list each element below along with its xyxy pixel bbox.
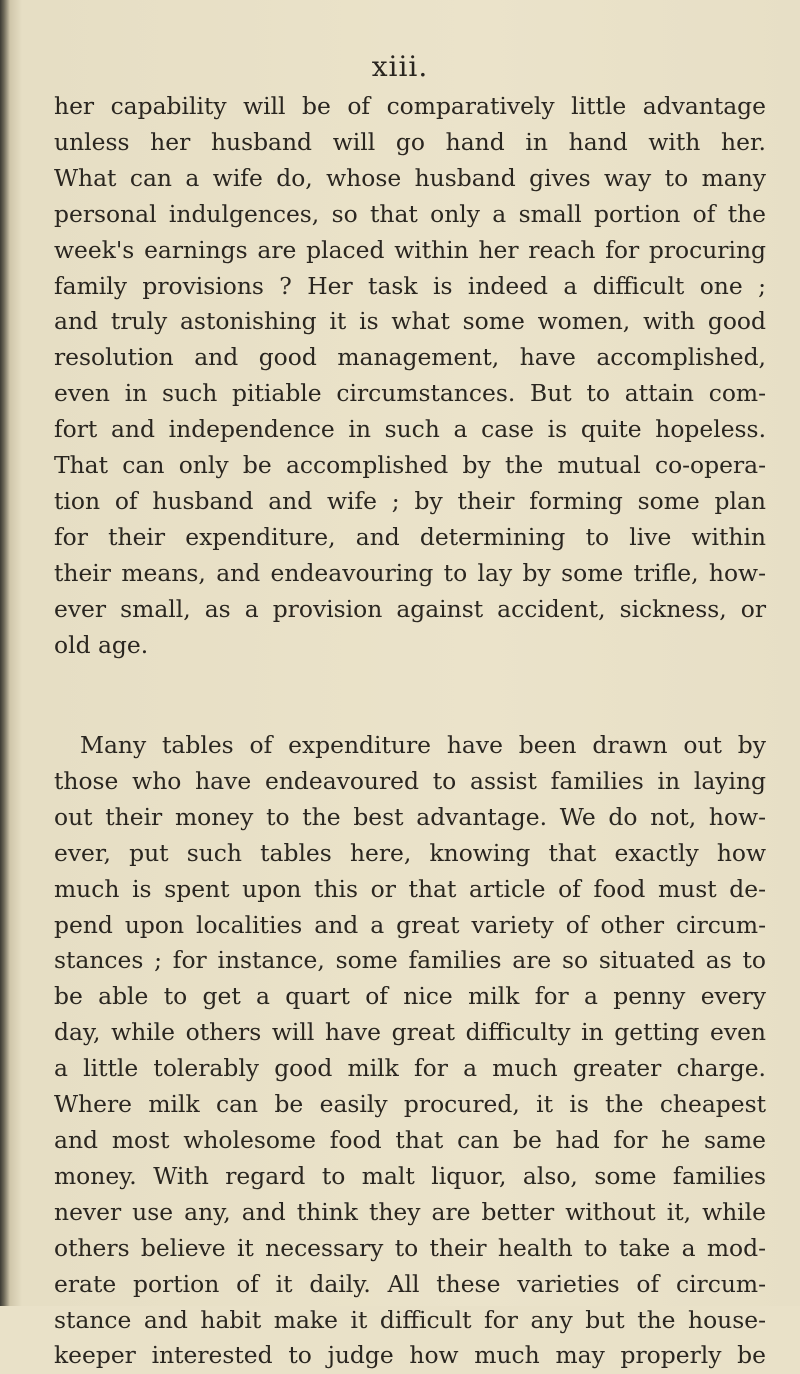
text-line: week's earnings are placed within her reach for procuring xyxy=(54,235,766,264)
text-line: money. With regard to malt liquor, also, some families xyxy=(54,1161,766,1190)
text-line: personal indulgences, so that only a small portion of the xyxy=(54,199,766,228)
text-line: pend upon localities and a great variety of other circum- xyxy=(54,910,766,939)
text-line: Where milk can be easily procured, it is the cheapest xyxy=(54,1090,766,1119)
text-line: family provisions ? Her task is indeed a difficult one ; xyxy=(54,271,766,300)
text-line: unless her husband will go hand in hand with her. xyxy=(54,127,766,156)
text-line: old age. xyxy=(54,630,149,659)
text-line: those who have endeavoured to assist families in laying xyxy=(54,766,766,795)
text-line: even in such pitiable circumstances. But to attain com- xyxy=(54,379,766,408)
text-line: others believe it necessary to their health to take a mod- xyxy=(54,1233,766,1262)
page-number: xiii. xyxy=(371,50,429,83)
text-line: much is spent upon this or that article of food must de- xyxy=(54,874,766,903)
text-line: tion of husband and wife ; by their forming some plan xyxy=(54,486,766,515)
text-line: their means, and endeavouring to lay by some trifle, how- xyxy=(54,558,766,587)
text-line: day, while others will have great difficulty in getting even xyxy=(54,1018,766,1047)
text-line: Many tables of expenditure have been drawn out by xyxy=(80,731,766,759)
text-line: stance and habit make it difficult for any but the house- xyxy=(54,1305,766,1334)
text-line: keeper interested to judge how much may properly be xyxy=(54,1341,766,1370)
text-line: What can a wife do, whose husband gives way to many xyxy=(54,163,766,192)
text-line: be able to get a quart of nice milk for a penny every xyxy=(54,982,766,1011)
text-line: and most wholesome food that can be had for he same xyxy=(54,1125,766,1154)
paragraph-1 xyxy=(54,89,766,664)
text-line: never use any, and think they are better without it, while xyxy=(54,1197,766,1226)
text-line: ever small, as a provision against accident, sickness, or xyxy=(54,594,766,623)
text-line: for their expenditure, and determining to live within xyxy=(54,522,766,551)
text-line: and truly astonishing it is what some women, with good xyxy=(54,307,766,336)
text-line: resolution and good management, have accomplished, xyxy=(54,343,766,372)
text-line: a little tolerably good milk for a much greater charge. xyxy=(54,1054,766,1083)
text-line: erate portion of it daily. All these varieties of circum- xyxy=(54,1269,766,1298)
text-line: That can only be accomplished by the mutual co-opera- xyxy=(54,451,766,480)
paragraph-2 xyxy=(54,728,766,1374)
text-line: stances ; for instance, some families are so situated as to xyxy=(54,946,766,975)
text-line: ever, put such tables here, knowing that exactly how xyxy=(54,838,766,867)
text-line: out their money to the best advantage. We do not, how- xyxy=(54,802,766,831)
text-line: fort and independence in such a case is quite hopeless. xyxy=(54,415,766,444)
text-line: her capability will be of comparatively little advantage xyxy=(54,92,766,120)
